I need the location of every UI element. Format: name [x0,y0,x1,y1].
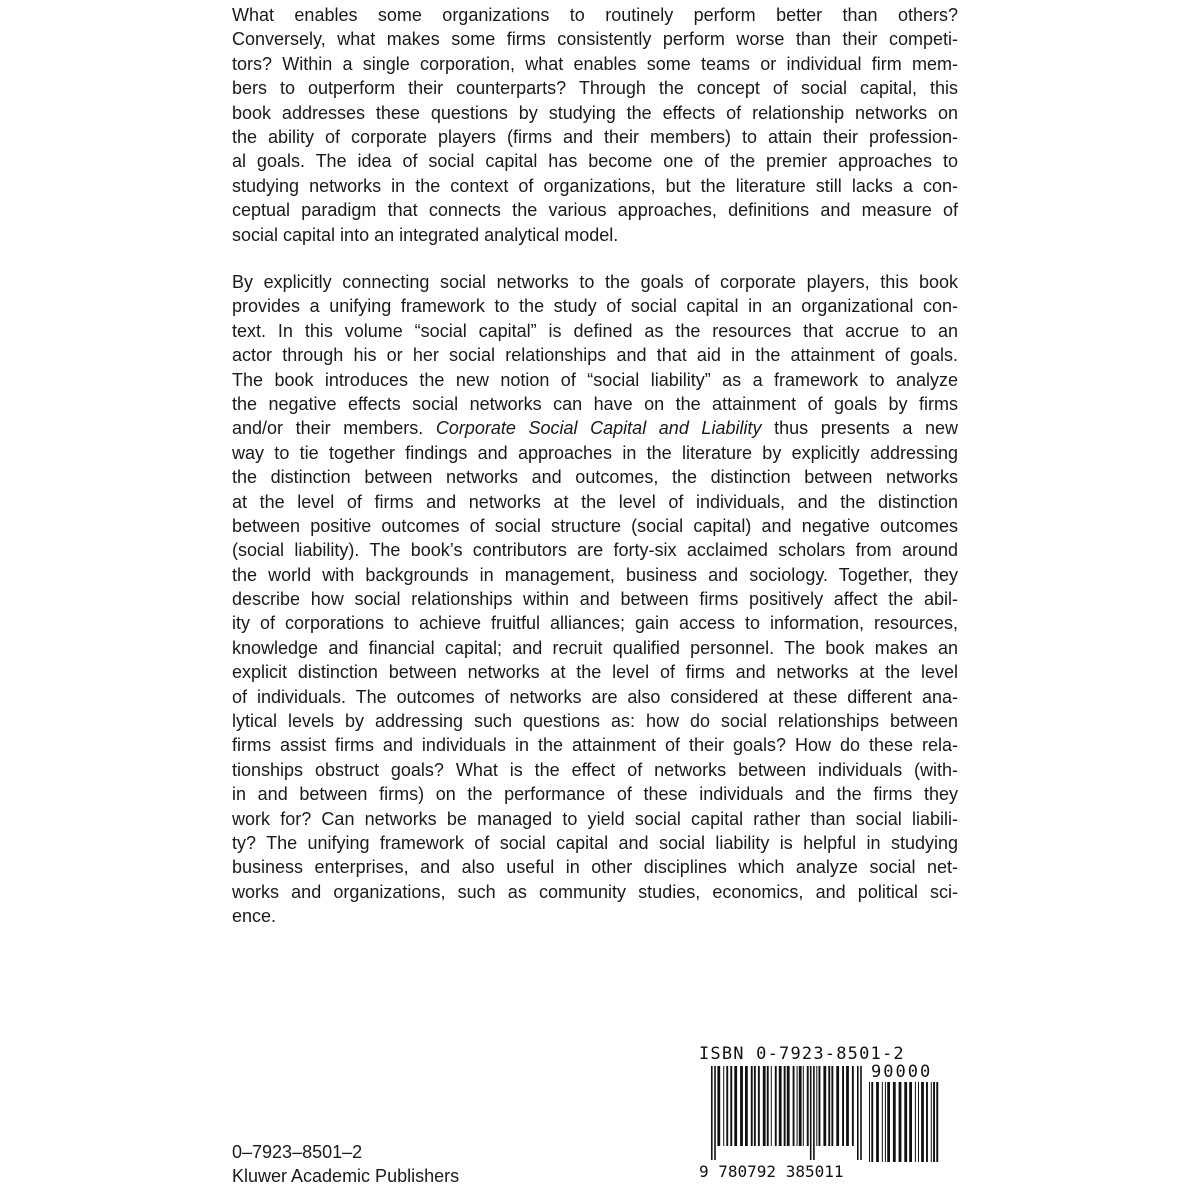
barcode-bar [734,1066,737,1146]
barcode-bar [819,1066,821,1146]
text-line: explicit distinction between networks at the level of firms and networks at the level [232,662,958,683]
barcode-bar [803,1066,804,1146]
barcode-bar [926,1082,928,1162]
text-line: of individuals. The outcomes of networks are also considered at these different ana- [232,686,958,707]
text-line: the ability of corporate players (firms and their members) to attain their profession- [232,126,958,147]
text-line: book addresses these questions by studying the effects of relationship networks on [232,102,958,123]
barcode-bar [871,1082,873,1162]
barcode-bar [797,1066,798,1146]
publisher-name: Kluwer Academic Publishers [232,1166,460,1186]
barcode-bar [828,1066,830,1146]
text-line: describe how social relationships within and between firms positively affect the abil- [232,589,958,610]
text-line: actor through his or her social relationships and that aid in the attainment of goals. [232,345,958,366]
barcode-bar [807,1066,809,1146]
barcode-bar [931,1082,932,1162]
text-line: The book introduces the new notion of “social liability” as a framework to analyze [232,369,958,390]
barcode-block [699,1044,944,1184]
barcode-bar [885,1082,886,1162]
barcode-bar [899,1082,902,1162]
barcode-bar [893,1082,896,1162]
barcode-bar [771,1066,772,1146]
barcode-bar [730,1066,732,1146]
publisher-isbn: 0–7923–8501–2 [232,1142,363,1162]
text-line: ty? The unifying framework of social capital and social liability is helpful in studying [232,832,958,853]
barcode-bar [936,1082,938,1162]
barcode-isbn-label: ISBN 0-7923-8501-2 [699,1044,905,1064]
publisher-block [232,1140,459,1188]
text-line: What enables some organizations to routinely perform better than others? [232,5,958,25]
barcode-bar [717,1066,720,1146]
text-line: provides a unifying framework to the study of social capital in an organizational con- [232,296,958,317]
barcode-bar [933,1082,935,1162]
barcode-bar [711,1066,713,1160]
text-line: work for? Can networks be managed to yield social capital rather than social liabili- [232,808,958,829]
text-line: between positive outcomes of social structure (social capital) and negative outcomes [232,515,958,536]
barcode-bar [813,1066,815,1160]
barcode-bar [918,1082,919,1162]
barcode-bar [823,1066,826,1146]
text-line: al goals. The idea of social capital has become one of the premier approaches to [232,151,958,172]
text-line: way to tie together findings and approaches in the literature by explicitly addressing [232,442,958,463]
barcode-bar [723,1066,724,1146]
barcode-price-code: 90000 [871,1062,933,1082]
barcode-bar [921,1082,924,1162]
text-line: firms assist firms and individuals in the attainment of their goals? How do these rela- [232,735,958,756]
barcode-bar [758,1066,760,1146]
barcode-bar [860,1066,862,1160]
text-run: and/or their members. [232,418,424,439]
text-line: works and organizations, such as community studies, economics, and political sci- [232,881,958,902]
text-run: thus presents a new [761,418,958,439]
description-paragraph-1 [232,3,958,247]
barcode-bar [915,1082,916,1162]
barcode-bar [745,1066,748,1146]
barcode-bar [714,1066,716,1160]
barcode-bar [882,1082,883,1162]
barcode-bar [726,1066,728,1146]
barcode-bar [810,1066,812,1160]
barcode-bar [887,1082,890,1162]
text-line: tionships obstruct goals? What is the effect of networks between individuals (with- [232,759,958,780]
text-line: ence. [232,906,277,927]
text-line: the distinction between networks and outcomes, the distinction between networks [232,467,958,488]
text-line: social capital into an integrated analytical model. [232,224,619,245]
barcode-ean-digits: 9 780792 385011 [699,1162,844,1181]
barcode-bar [831,1066,833,1146]
barcode-bar [763,1066,766,1146]
text-line: bers to outperform their counterparts? Through the concept of social capital, this [232,78,958,99]
barcode-bar [751,1066,753,1146]
text-line: tors? Within a single corporation, what enables some teams or individual firm mem- [232,53,958,74]
barcode-bar [787,1066,790,1146]
text-line: in and between firms) on the performance of these individuals and the firms they [232,784,958,805]
barcode-bar [740,1066,743,1146]
text-line: knowledge and financial capital; and recruit qualified personnel. The book makes an [232,637,958,658]
barcode-bar [846,1066,849,1146]
barcode-bar [816,1066,817,1146]
text-line: text. In this volume “social capital” is defined as the resources that accrue to an [232,320,958,341]
text-line: (social liability). The book’s contributors are forty-six acclaimed scholars from around [232,540,958,561]
barcode-bar [793,1066,795,1146]
barcode-bar [876,1082,879,1162]
barcode-bar [754,1066,756,1146]
barcode-bar [799,1066,802,1146]
barcode-bar [852,1066,854,1146]
text-line: the negative effects social networks can have on the attainment of goals by firms [232,393,958,414]
text-line: the world with backgrounds in management, business and sociology. Together, they [232,564,958,585]
barcode-bar [904,1082,907,1162]
text-line: By explicitly connecting social networks to the goals of corporate players, this book [232,272,958,292]
barcode-bar [775,1066,777,1146]
barcode-bar [784,1066,786,1146]
barcode-bar [869,1082,870,1162]
text-line: ity of corporations to achieve fruitful alliances; gain access to information, resources, [232,613,958,634]
text-line: studying networks in the context of organizations, but the literature still lacks a con- [232,175,958,196]
barcode-bar [842,1066,844,1146]
barcode-bar [909,1082,912,1162]
barcode-bar [779,1066,782,1146]
text-line: business enterprises, and also useful in other disciplines which analyze social net- [232,857,958,878]
text-line: Conversely, what makes some firms consistently perform worse than their competi- [232,29,958,50]
text-line: ceptual paradigm that connects the various approaches, definitions and measure of [232,200,958,221]
barcode-bar [767,1066,769,1146]
text-line: at the level of firms and networks at the level of individuals, and the distinction [232,491,958,512]
barcode-bar [857,1066,859,1160]
book-title-italic: Corporate Social Capital and Liability [435,418,762,439]
text-line: lytical levels by addressing such questions as: how do social relationships between [232,711,958,732]
text-line [232,416,958,440]
description-paragraph-2 [232,270,958,929]
barcode-bar [836,1066,839,1146]
